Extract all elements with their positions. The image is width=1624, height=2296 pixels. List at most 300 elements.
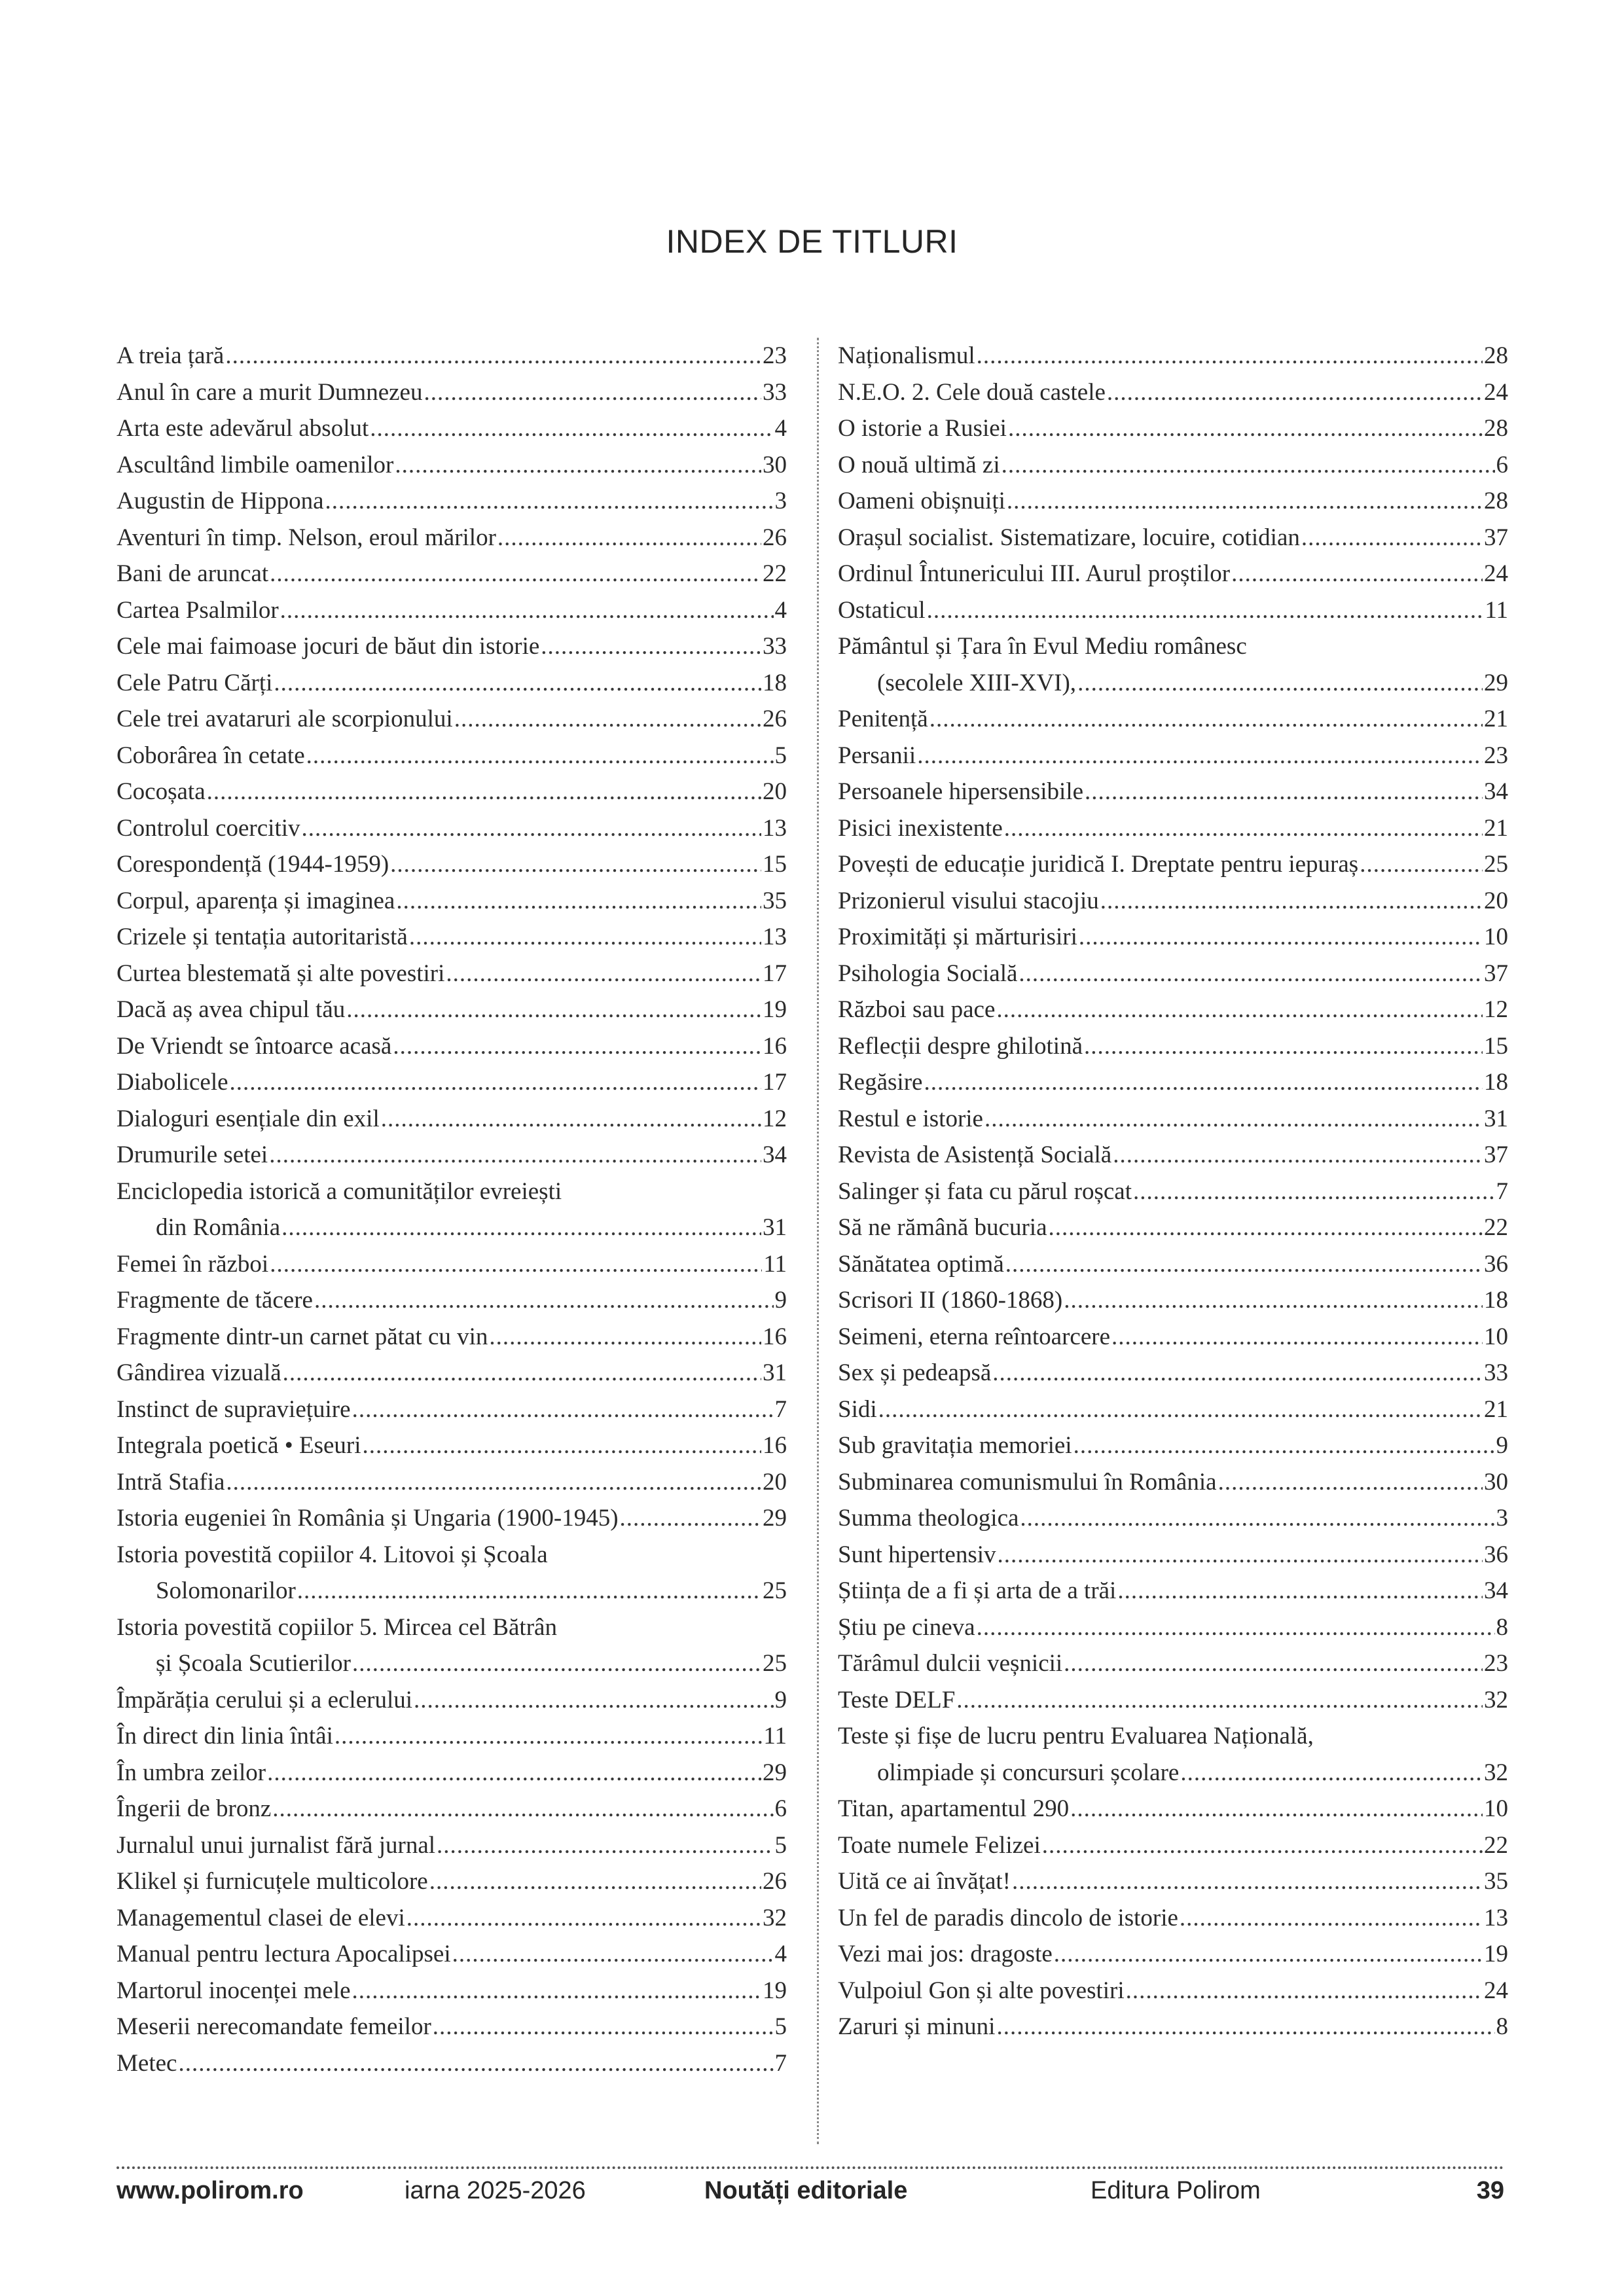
dot-leader (1070, 1791, 1483, 1827)
dot-leader (446, 956, 761, 992)
dot-leader (1084, 1028, 1483, 1065)
dot-leader (878, 1391, 1483, 1428)
index-entry (838, 1064, 1508, 1101)
index-entry-title: Uită ce ai învățat! (838, 1868, 1011, 1895)
dot-leader (1126, 1973, 1483, 2009)
index-entry-page: 25 (1484, 851, 1508, 878)
index-entry-page: 32 (1484, 1686, 1508, 1713)
index-entry-page: 10 (1484, 1323, 1508, 1350)
index-entry-page: 36 (1484, 1541, 1508, 1568)
footer-publisher: Editura Polirom (1091, 2177, 1261, 2204)
index-entry-page: 28 (1484, 415, 1508, 442)
index-entry-title: Sidi (838, 1395, 877, 1423)
index-entry-page: 5 (774, 1831, 787, 1859)
index-entry-title: Seimeni, eterna reîntoarcere (838, 1323, 1111, 1350)
dot-leader (1100, 883, 1483, 920)
index-entry-title: Cartea Psalmilor (117, 596, 279, 624)
dot-leader (352, 1645, 761, 1682)
index-entry (117, 1391, 787, 1428)
dot-leader (917, 738, 1483, 774)
index-entry-page: 30 (763, 451, 787, 478)
footer-section: Noutăți editoriale (704, 2177, 908, 2204)
dot-leader (1360, 846, 1483, 883)
index-entry-title-continued: și Școala Scutierilor (156, 1650, 351, 1677)
index-entry-title: Teste DELF (838, 1686, 956, 1713)
dot-leader (325, 483, 774, 520)
dot-leader (270, 556, 761, 592)
index-entry-title: Regăsire (838, 1069, 923, 1096)
index-entry-title-continued: (secolele XIII-XVI), (877, 669, 1077, 696)
index-entry-page: 33 (1484, 1359, 1508, 1386)
index-entry (838, 2009, 1508, 2045)
dot-leader (381, 1101, 761, 1138)
index-entry (838, 774, 1508, 810)
index-entry-title: Toate numele Felizei (838, 1831, 1041, 1859)
dot-leader (977, 338, 1483, 374)
index-entry-page: 6 (1496, 451, 1508, 478)
index-entry-title: Gândirea vizuală (117, 1359, 281, 1386)
dot-leader (489, 1319, 761, 1355)
index-entry-title: N.E.O. 2. Cele două castele (838, 378, 1106, 406)
index-entry (838, 520, 1508, 556)
dot-leader (283, 1355, 761, 1391)
index-entry (838, 1827, 1508, 1864)
index-entry-title: Un fel de paradis dincolo de istorie (838, 1904, 1178, 1931)
index-entry-title: Salinger și fata cu părul roșcat (838, 1177, 1132, 1205)
index-entry (838, 1391, 1508, 1428)
index-entry-page: 21 (1484, 814, 1508, 842)
footer-website[interactable]: www.polirom.ro (117, 2177, 304, 2204)
index-entry-title: Dialoguri esențiale din exil (117, 1105, 380, 1132)
index-entry-page: 26 (763, 524, 787, 551)
dot-leader (1085, 774, 1483, 810)
index-entry-title: Manual pentru lectura Apocalipsei (117, 1941, 451, 1967)
dot-leader (433, 2009, 774, 2045)
index-entry (838, 883, 1508, 920)
index-entry-page: 3 (1496, 1505, 1508, 1532)
dot-leader (984, 1101, 1483, 1138)
index-entry (117, 1863, 787, 1900)
index-entry-page: 20 (1484, 887, 1508, 914)
index-entry-title: Naționalismul (838, 342, 975, 369)
dot-leader (1042, 1827, 1483, 1864)
index-entry-page: 26 (763, 706, 787, 732)
index-entry-page: 17 (763, 960, 787, 987)
index-entry-title: Persanii (838, 742, 916, 769)
index-entry (838, 1319, 1508, 1355)
index-entry (117, 1500, 787, 1537)
dot-leader (927, 592, 1484, 629)
index-entry (838, 956, 1508, 992)
index-entry (117, 665, 787, 702)
index-entry (838, 1246, 1508, 1283)
dot-leader (1117, 1573, 1483, 1609)
index-entry-title: Oameni obișnuiți (838, 488, 1005, 514)
dot-leader (269, 1137, 761, 1174)
index-entry (117, 1900, 787, 1937)
index-entry (117, 592, 787, 629)
index-entry-page: 19 (1484, 1941, 1508, 1967)
index-entry (117, 1827, 787, 1864)
index-entry-title: Instinct de supraviețuire (117, 1395, 351, 1423)
dot-leader (992, 1355, 1483, 1391)
index-entry-title: Cocoșata (117, 778, 206, 805)
index-entry-title: În umbra zeilor (117, 1759, 266, 1786)
dot-leader (406, 1900, 761, 1937)
index-entry (117, 1936, 787, 1973)
index-entry (838, 1609, 1508, 1646)
index-entry (838, 1282, 1508, 1319)
dot-leader (1019, 956, 1483, 992)
dot-leader (996, 2009, 1494, 2045)
dot-leader (1077, 665, 1483, 702)
index-entry (838, 556, 1508, 592)
index-entry-page: 24 (1484, 1977, 1508, 2004)
dot-leader (280, 592, 774, 629)
dot-leader (1064, 1282, 1483, 1319)
index-entry-title: O istorie a Rusiei (838, 415, 1007, 442)
index-entry-title: Meserii nerecomandate femeilor (117, 2013, 431, 2040)
index-entry-title: Crizele și tentația autoritaristă (117, 924, 408, 950)
index-entry-page: 28 (1484, 342, 1508, 369)
index-entry-title: De Vriendt se întoarce acasă (117, 1032, 392, 1060)
index-entry-title: Fragmente de tăcere (117, 1287, 313, 1314)
dot-leader (977, 1609, 1495, 1646)
index-entry-title: Sunt hipertensiv (838, 1541, 996, 1568)
dot-leader (207, 774, 761, 810)
footer-divider (117, 2166, 1504, 2169)
index-entry-title: Orașul socialist. Sistematizare, locuire, cotidian (838, 524, 1300, 551)
dot-leader (396, 883, 761, 920)
index-entry (117, 483, 787, 520)
index-entry-title-continued: olimpiade și concursuri școlare (877, 1759, 1180, 1786)
index-entry-page: 21 (1484, 1395, 1508, 1423)
index-entry-page: 8 (1496, 1613, 1508, 1641)
index-entry-title: Corespondență (1944-1959) (117, 851, 389, 878)
index-entry (117, 992, 787, 1028)
index-entry-page: 37 (1484, 524, 1508, 551)
index-entry (838, 810, 1508, 847)
dot-leader (281, 1210, 761, 1246)
index-entry (117, 1137, 787, 1174)
index-entry-page: 5 (774, 2013, 787, 2040)
dot-leader (998, 1537, 1483, 1573)
index-entry-page: 20 (763, 778, 787, 805)
index-entry-page: 22 (1484, 1831, 1508, 1859)
dot-leader (1180, 1900, 1483, 1937)
index-entry (838, 1973, 1508, 2009)
index-entry-title: Ostaticul (838, 596, 926, 624)
index-entry-title: Curtea blestemată și alte povestiri (117, 960, 445, 987)
index-entry (838, 701, 1508, 738)
index-entry-title: Revista de Asistență Socială (838, 1141, 1112, 1168)
index-entry-title: Integrala poetică • Eseuri (117, 1432, 361, 1459)
index-entry (117, 1101, 787, 1138)
index-entry-title: Ordinul Întunericului III. Aurul proștilor (838, 560, 1231, 587)
index-entry-title: Diabolicele (117, 1069, 228, 1096)
index-entry-title: Război sau pace (838, 996, 996, 1023)
index-entry (838, 1645, 1508, 1682)
index-entry-title: Titan, apartamentul 290 (838, 1795, 1070, 1822)
dot-leader (414, 1682, 773, 1719)
index-column-left (117, 338, 787, 2081)
index-entry (838, 338, 1508, 374)
dot-leader (924, 1064, 1483, 1101)
index-entry-page: 28 (1484, 488, 1508, 514)
index-entry (117, 774, 787, 810)
index-entry-title: Martorul inocenței mele (117, 1977, 351, 2004)
dot-leader (346, 992, 761, 1028)
dot-leader (1004, 810, 1483, 847)
dot-leader (409, 919, 761, 956)
index-entry-page: 23 (763, 342, 787, 369)
index-entry-title: Dacă aș avea chipul tău (117, 996, 346, 1023)
index-entry (117, 810, 787, 847)
index-entry-page: 4 (774, 596, 787, 624)
index-entry-page: 32 (1484, 1759, 1508, 1786)
index-entry (838, 992, 1508, 1028)
dot-leader (1008, 410, 1483, 447)
index-entry-page: 35 (763, 887, 787, 914)
index-entry-page: 16 (763, 1432, 787, 1459)
index-entry-title: Summa theologica (838, 1505, 1019, 1532)
index-entry-title: Restul e istorie (838, 1105, 983, 1132)
index-entry-page: 17 (763, 1069, 787, 1096)
index-entry-title: Știința de a fi și arta de a trăi (838, 1577, 1117, 1604)
index-entry-page: 37 (1484, 1141, 1508, 1168)
index-entry-title: Să ne rămână bucuria (838, 1214, 1047, 1241)
index-entry (838, 1174, 1508, 1210)
index-entry (117, 1755, 787, 1791)
dot-leader (1180, 1755, 1483, 1791)
index-entry (117, 1282, 787, 1319)
footer-page-number: 39 (1476, 2177, 1504, 2204)
index-entry (117, 1537, 787, 1609)
index-entry-page: 4 (774, 415, 787, 442)
index-entry-page: 11 (763, 1723, 787, 1749)
index-entry-title: Drumurile setei (117, 1141, 268, 1168)
dot-leader (454, 701, 761, 738)
index-entry-title: Corpul, aparența și imaginea (117, 887, 395, 914)
index-entry (117, 1174, 787, 1246)
dot-leader (1005, 1246, 1483, 1283)
index-entry-page: 29 (1484, 669, 1508, 696)
index-entry-title: Reflecții despre ghilotină (838, 1032, 1083, 1060)
index-entry-title: Coborârea în cetate (117, 742, 305, 769)
index-entry-title: Știu pe cineva (838, 1613, 975, 1641)
page-footer (117, 2177, 1504, 2216)
dot-leader (334, 1718, 763, 1755)
dot-leader (178, 2045, 773, 2082)
index-entry (117, 1682, 787, 1719)
index-entry-title: Proximități și mărturisiri (838, 924, 1077, 950)
index-entry-page: 7 (774, 1395, 787, 1423)
index-entry (117, 1319, 787, 1355)
index-entry-title: Subminarea comunismului în România (838, 1468, 1217, 1496)
index-entry (117, 410, 787, 447)
index-entry-title: Scrisori II (1860-1868) (838, 1287, 1063, 1314)
index-entry (838, 1863, 1508, 1900)
index-entry-title: Istoria povestită copiilor 5. Mircea cel Bătrân (117, 1613, 557, 1641)
dot-leader (1107, 374, 1483, 411)
index-entry (117, 883, 787, 920)
index-entry-title: Penitență (838, 706, 928, 732)
index-entry-title: Intră Stafia (117, 1468, 225, 1496)
index-entry-title: Vulpoiul Gon și alte povestiri (838, 1977, 1125, 2004)
index-entry (838, 1573, 1508, 1609)
index-entry-title: A treia țară (117, 342, 225, 369)
index-entry-title: Prizonierul visului stacojiu (838, 887, 1099, 914)
index-entry-title: Sub gravitația memoriei (838, 1432, 1072, 1459)
index-entry-page: 16 (763, 1032, 787, 1060)
dot-leader (452, 1936, 774, 1973)
index-entry (117, 846, 787, 883)
index-entry-page: 30 (1484, 1468, 1508, 1496)
index-entry-title: Povești de educație juridică I. Dreptate pentru iepuraș (838, 851, 1359, 878)
index-entry-title: Fragmente dintr-un carnet pătat cu vin (117, 1323, 488, 1350)
dot-leader (1218, 1464, 1483, 1501)
dot-leader (225, 338, 761, 374)
index-entry-page: 3 (774, 488, 787, 514)
dot-leader (929, 701, 1483, 738)
index-entry-title: Cele mai faimoase jocuri de băut din istorie (117, 633, 540, 660)
index-entry-page: 7 (1496, 1177, 1508, 1205)
dot-leader (297, 1573, 761, 1609)
index-entry (838, 1028, 1508, 1065)
index-entry-title: Istoria eugeniei în România și Ungaria (1900-1945) (117, 1505, 619, 1532)
index-entry-page: 25 (763, 1577, 787, 1604)
index-entry-title: Klikel și furnicuțele multicolore (117, 1868, 428, 1895)
dot-leader (1074, 1427, 1495, 1464)
index-entry-title: Sănătatea optimă (838, 1250, 1004, 1278)
index-entry-page: 13 (1484, 1904, 1508, 1931)
index-entry-page: 19 (763, 996, 787, 1023)
index-entry (838, 1464, 1508, 1501)
index-entry-title: Arta este adevărul absolut (117, 415, 369, 442)
index-entry-title: Pământul și Țara în Evul Mediu românesc (838, 633, 1247, 660)
index-entry-page: 36 (1484, 1250, 1508, 1278)
index-entry-title: Vezi mai jos: dragoste (838, 1941, 1053, 1967)
index-entry-page: 11 (1485, 596, 1508, 624)
index-entry-page: 33 (763, 633, 787, 660)
index-entry-page: 9 (774, 1686, 787, 1713)
dot-leader (497, 520, 761, 556)
dot-leader (1012, 1863, 1483, 1900)
index-entry-title: În direct din linia întâi (117, 1723, 333, 1749)
index-entry-title: Împărăția cerului și a eclerului (117, 1686, 413, 1713)
index-entry (117, 701, 787, 738)
dot-leader (306, 738, 774, 774)
index-entry (838, 1791, 1508, 1827)
index-entry-page: 16 (763, 1323, 787, 1350)
index-entry (117, 2045, 787, 2082)
index-column-right (838, 338, 1508, 2045)
index-entry-page: 37 (1484, 960, 1508, 987)
index-entry-page: 9 (774, 1287, 787, 1314)
index-entry-title: Psihologia Socială (838, 960, 1018, 987)
dot-leader (956, 1682, 1483, 1719)
index-entry-page: 7 (774, 2049, 787, 2077)
index-entry-page: 6 (774, 1795, 787, 1822)
index-entry-title: Anul în care a murit Dumnezeu (117, 378, 423, 406)
dot-leader (393, 1028, 761, 1065)
index-entry (838, 738, 1508, 774)
index-entry (838, 1718, 1508, 1791)
index-entry-title: Metec (117, 2049, 177, 2077)
index-entry-page: 20 (763, 1468, 787, 1496)
index-entry-page: 18 (1484, 1287, 1508, 1314)
dot-leader (230, 1064, 761, 1101)
dot-leader (1049, 1210, 1483, 1246)
index-entry-page: 31 (1484, 1105, 1508, 1132)
dot-leader (1301, 520, 1483, 556)
dot-leader (270, 1246, 762, 1283)
index-entry (117, 738, 787, 774)
index-entry (117, 556, 787, 592)
dot-leader (370, 410, 773, 447)
index-entry-page: 10 (1484, 1795, 1508, 1822)
index-entry (838, 1936, 1508, 1973)
dot-leader (620, 1500, 761, 1537)
dot-leader (1020, 1500, 1494, 1537)
index-entry (117, 1791, 787, 1827)
index-entry (838, 447, 1508, 484)
dot-leader (1079, 919, 1483, 956)
index-entry (838, 483, 1508, 520)
index-entry (838, 919, 1508, 956)
index-entry (117, 956, 787, 992)
dot-leader (390, 846, 761, 883)
index-entry-page: 23 (1484, 742, 1508, 769)
index-entry-page: 31 (763, 1359, 787, 1386)
index-entry-title: Femei în război (117, 1250, 269, 1278)
dot-leader (352, 1391, 774, 1428)
dot-leader (314, 1282, 774, 1319)
footer-season: iarna 2025-2026 (405, 2177, 586, 2204)
index-entry-title: O nouă ultimă zi (838, 451, 1000, 478)
dot-leader (267, 1755, 761, 1791)
dot-leader (395, 447, 761, 484)
dot-leader (302, 810, 761, 847)
index-entry-page: 34 (1484, 778, 1508, 805)
dot-leader (424, 374, 761, 411)
index-entry (117, 338, 787, 374)
index-entry (117, 374, 787, 411)
index-entry-page: 9 (1496, 1432, 1508, 1459)
page-title: INDEX DE TITLURI (666, 223, 958, 260)
dot-leader (541, 628, 761, 665)
index-entry (117, 1973, 787, 2009)
dot-leader (1001, 447, 1495, 484)
index-entry-page: 18 (1484, 1069, 1508, 1096)
index-entry-title: Aventuri în timp. Nelson, eroul mărilor (117, 524, 496, 551)
index-entry (117, 520, 787, 556)
index-entry (117, 628, 787, 665)
index-entry-title: Enciclopedia istorică a comunităților evreiești (117, 1177, 562, 1205)
index-entry-title-continued: Solomonarilor (156, 1577, 296, 1604)
index-entry (838, 410, 1508, 447)
index-entry (117, 1028, 787, 1065)
index-entry-title: Managementul clasei de elevi (117, 1904, 405, 1931)
index-entry-page: 4 (774, 1941, 787, 1967)
index-entry-page: 10 (1484, 924, 1508, 950)
index-entry (838, 1682, 1508, 1719)
index-entry-page: 11 (763, 1250, 787, 1278)
index-entry-title: Cele trei avataruri ale scorpionului (117, 706, 453, 732)
dot-leader (1231, 556, 1483, 592)
index-entry (117, 1355, 787, 1391)
index-entry (117, 1464, 787, 1501)
